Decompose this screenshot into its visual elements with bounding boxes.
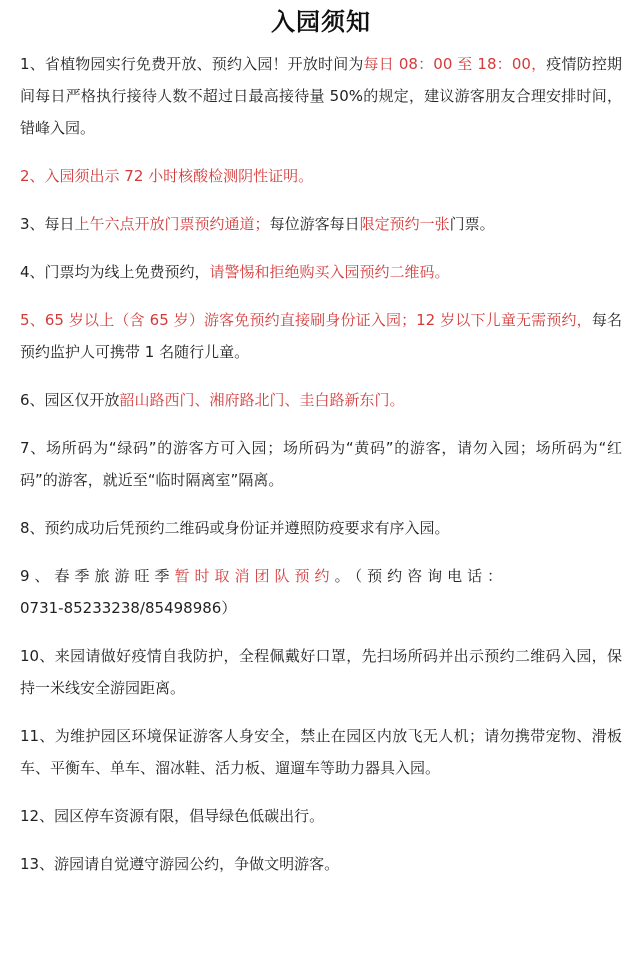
item-6-gates: 韶山路西门、湘府路北门、圭白路新东门。 <box>119 391 405 409</box>
notice-item-4 <box>20 256 622 288</box>
notice-item-5 <box>20 304 622 368</box>
notice-title: 入园须知 <box>271 8 371 36</box>
item-9-text-cont: 。（预约咨询电话： <box>334 567 508 585</box>
item-3-highlight-1: 上午六点开放门票预约通道； <box>74 215 270 233</box>
notice-item-7: 7、场所码为“绿码”的游客方可入园；场所码为“黄码”的游客，请勿入园；场所码为“红码”的游客，就近至“临时隔离室”隔离。 <box>20 439 622 489</box>
item-3-text-cont: 每位游客每日 <box>269 215 360 233</box>
notice-item-9 <box>20 560 622 624</box>
item-9-text: 9、春季旅游旺季 <box>20 567 175 585</box>
item-1-text: 1、省植物园实行免费开放、预约入园！开放时间为 <box>20 55 364 73</box>
notice-item-6 <box>20 384 622 416</box>
item-3-highlight-2: 限定预约一张 <box>359 215 450 233</box>
item-5-text: 每名预约监护人可携带 1 名随行儿童。 <box>20 311 622 361</box>
item-1-opening-hours: 每日 08：00 至 18：00， <box>363 55 547 73</box>
item-9-highlight: 暂时取消团队预约 <box>174 567 335 585</box>
item-4-warning: 请警惕和拒绝购买入园预约二维码。 <box>209 263 450 281</box>
notice-item-12: 12、园区停车资源有限，倡导绿色低碳出行。 <box>20 807 325 825</box>
item-5-highlight: 5、65 岁以上（含 65 岁）游客免预约直接刷身份证入园；12 岁以下儿童无需预约， <box>20 311 592 329</box>
notice-item-13: 13、游园请自觉遵守游园公约，争做文明游客。 <box>20 855 340 873</box>
notice-item-2: 2、入园须出示 72 小时核酸检测阴性证明。 <box>20 167 314 185</box>
notice-item-8: 8、预约成功后凭预约二维码或身份证并遵照防疫要求有序入园。 <box>20 519 450 537</box>
notice-item-10: 10、来园请做好疫情自我防护，全程佩戴好口罩，先扫场所码并出示预约二维码入园，保持一米线安全游园距离。 <box>20 647 622 697</box>
item-1-text-cont: 疫情防控期间每日严格执行接待人数不超过日最高接待量 50%的规定，建议游客朋友合理安排时间，错峰入园。 <box>20 55 622 137</box>
item-9-phone: 0731-85233238/85498986） <box>20 599 237 617</box>
item-3-text: 3、每日 <box>20 215 75 233</box>
notice-item-11: 11、为维护园区环境保证游客人身安全，禁止在园区内放飞无人机；请勿携带宠物、滑板车、平衡车、单车、溜冰鞋、活力板、遛遛车等助力器具入园。 <box>20 727 622 777</box>
item-6-text: 6、园区仅开放 <box>20 391 120 409</box>
notice-item-1 <box>20 48 622 144</box>
item-3-text-end: 门票。 <box>449 215 495 233</box>
item-4-text: 4、门票均为线上免费预约， <box>20 263 210 281</box>
notice-item-3 <box>20 208 622 240</box>
